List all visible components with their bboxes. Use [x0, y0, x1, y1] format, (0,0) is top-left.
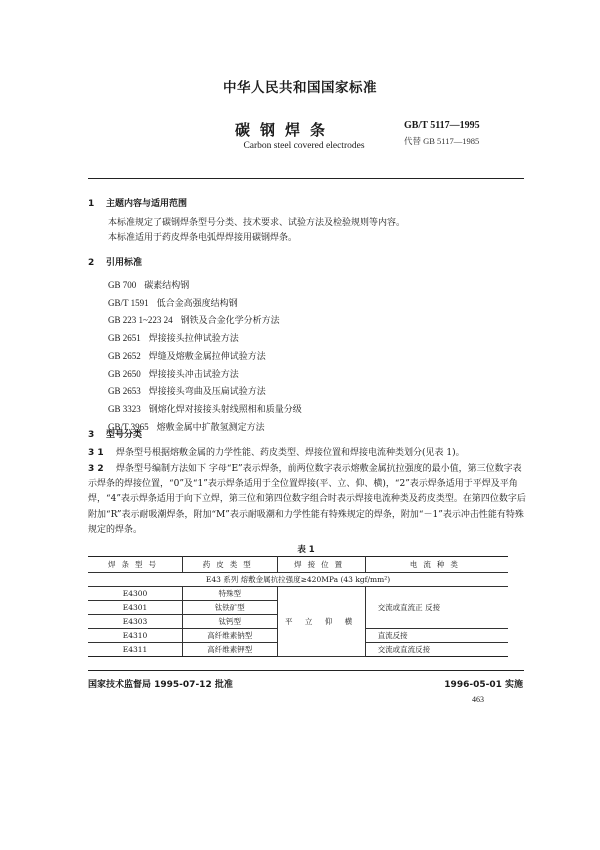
table-caption: 表 1: [297, 545, 315, 555]
section-heading-3: [88, 427, 142, 440]
reference-title: 焊缝及熔敷金属拉伸试验方法: [148, 351, 266, 362]
header-model: 焊条型号: [88, 557, 183, 573]
cell-position-merged: 平 立 仰 横: [277, 587, 365, 657]
cell-coating: 钛钙型: [183, 615, 278, 629]
replaces-standard: 代替 GB 5117—1985: [404, 136, 480, 146]
table-header-row: [88, 557, 508, 573]
reference-title: 焊接接头弯曲及压扁试验方法: [148, 387, 266, 398]
reference-code: GB 3323: [108, 403, 141, 414]
cell-coating: 钛铁矿型: [183, 601, 278, 615]
header-position: 焊接位置: [277, 557, 365, 573]
header-divider: [88, 178, 524, 179]
reference-code: GB 2650: [108, 368, 141, 379]
cell-current: 交流或直流反接: [365, 643, 508, 657]
section-number: 2: [88, 258, 95, 268]
effective-date: 1996-05-01 实施: [444, 680, 523, 690]
clause-text: 焊条型号编制方法如下 字母“E”表示焊条，前两位数字表示熔敷金属抗拉强度的最小值，第三位数字表示焊条的焊接位置，“0”及“1”表示焊条适用于全位置焊接(平、立、仰、横)，“2”表示焊条适用于平焊及平角焊，“4”表示焊条适用于向下立焊，第三位和第四位数字组合时表示焊接电流种类及药皮类型。在第四位数字后附加“R”表示耐吸潮焊条，附加“M”表示耐吸潮和力学性能有特殊规定的焊条，附加“－1”表示冲击性能有特殊规定的焊条。: [88, 464, 526, 535]
section-title: 引用标准: [106, 258, 143, 268]
reference-item: [108, 348, 302, 366]
reference-item: [108, 312, 302, 330]
cell-model: E4303: [88, 615, 183, 629]
clause-3-2: [88, 462, 528, 538]
cell-coating: 特殊型: [183, 587, 278, 601]
section-heading-1: [88, 196, 187, 209]
reference-item: [108, 383, 302, 401]
reference-code: GB 223 1~223 24: [108, 315, 173, 326]
cell-model: E4300: [88, 587, 183, 601]
clause-text: 焊条型号根据熔敷金属的力学性能、药皮类型、焊接位置和焊接电流种类划分(见表 1)。: [116, 448, 465, 458]
clause-3-1: [88, 446, 528, 461]
header-coating: 药皮类型: [183, 557, 278, 573]
section-number: 3: [88, 430, 95, 440]
reference-title: 碳素结构钢: [144, 281, 190, 291]
reference-item: [108, 277, 302, 295]
series-label: E43 系列 熔敷金属抗拉强度≥420MPa (43 kgf/mm²): [88, 573, 508, 587]
national-standard-heading: 中华人民共和国国家标准: [223, 80, 377, 96]
clause-number: 3 1: [88, 448, 104, 458]
reference-title: 焊接接头拉伸试验方法: [148, 334, 239, 345]
section-1-paragraph-2: 本标准适用于药皮焊条电弧焊焊接用碳钢焊条。: [108, 233, 298, 243]
section-1-paragraph-1: 本标准规定了碳钢焊条型号分类、技术要求、试验方法及检验规则等内容。: [108, 218, 406, 228]
document-title-cn: 碳钢焊条: [235, 121, 336, 139]
cell-coating: 高纤维素钾型: [183, 643, 278, 657]
header-current: 电流种类: [365, 557, 508, 573]
clause-number: 3 2: [88, 464, 104, 474]
cell-model: E4301: [88, 601, 183, 615]
section-title: 型号分类: [106, 430, 143, 440]
reference-title: 钢铁及合金化学分析方法: [180, 316, 280, 327]
cell-model: E4310: [88, 629, 183, 643]
reference-title: 熔敷金属中扩散氢测定方法: [156, 422, 265, 433]
approval-date: 国家技术监督局 1995-07-12 批准: [88, 680, 233, 690]
reference-item: [108, 295, 302, 313]
table-row: [88, 587, 508, 601]
cell-current: 直流反接: [365, 629, 508, 643]
reference-code: GB 700: [108, 280, 137, 290]
reference-title: 钢熔化焊对接接头射线照相和质量分级: [148, 404, 302, 415]
electrode-table: [88, 556, 508, 657]
series-row: [88, 573, 508, 587]
reference-item: [108, 366, 302, 384]
reference-code: GB/T 3965: [108, 421, 149, 432]
cell-current: 交流或直流正 反接: [365, 587, 508, 629]
reference-title: 焊接接头冲击试验方法: [148, 369, 239, 380]
reference-list: [108, 277, 302, 436]
standard-number: GB/T 5117—1995: [404, 120, 480, 131]
footer-divider: [88, 670, 524, 671]
reference-item: [108, 401, 302, 419]
reference-item: [108, 330, 302, 348]
cell-coating: 高纤维素钠型: [183, 629, 278, 643]
section-number: 1: [88, 199, 95, 209]
section-title: 主题内容与适用范围: [106, 199, 188, 209]
section-heading-2: [88, 255, 142, 268]
reference-code: GB/T 1591: [108, 297, 149, 308]
reference-code: GB 2652: [108, 350, 141, 361]
reference-code: GB 2651: [108, 333, 141, 344]
reference-code: GB 2653: [108, 386, 141, 397]
cell-model: E4311: [88, 643, 183, 657]
document-title-en: Carbon steel covered electrodes: [243, 141, 365, 151]
page-number: 463: [472, 695, 484, 704]
reference-title: 低合金高强度结构钢: [156, 298, 238, 309]
